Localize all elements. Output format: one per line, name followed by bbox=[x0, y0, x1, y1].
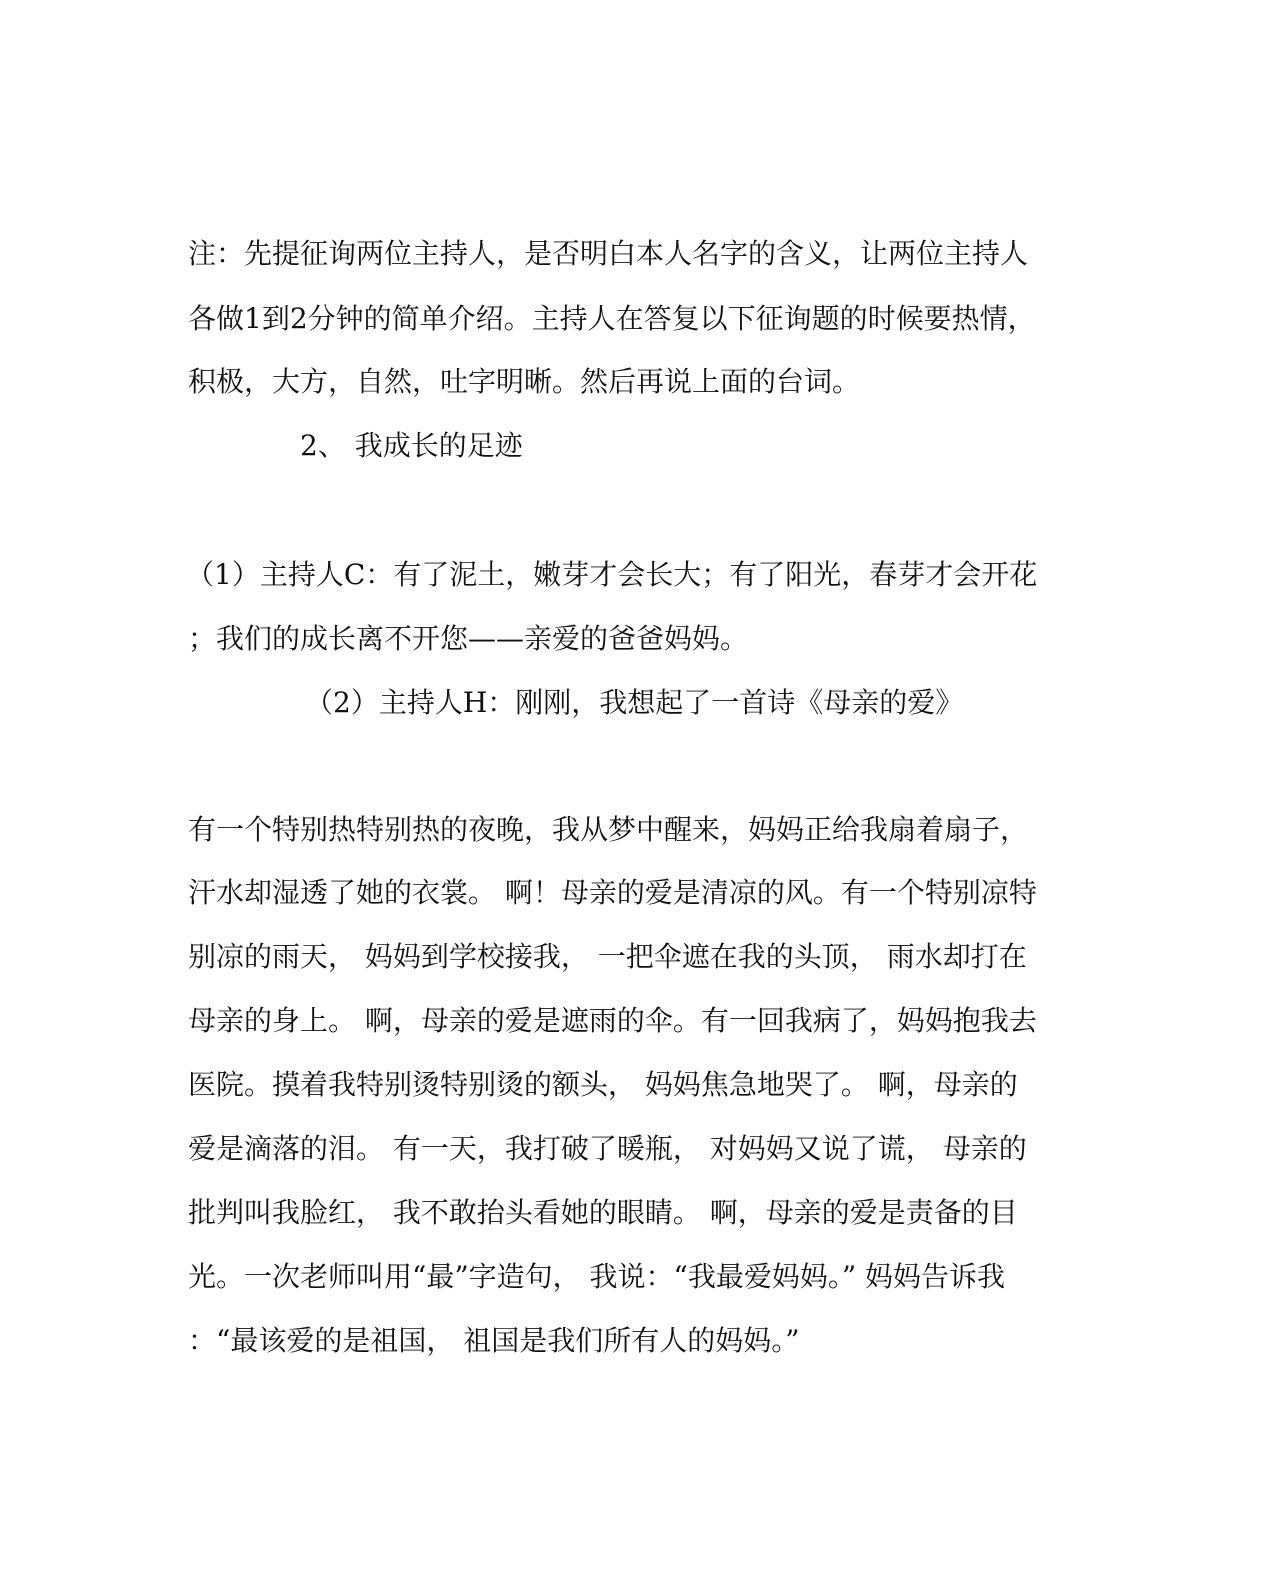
text-line-12: 医院。摸着我特别烫特别烫的额头， 妈妈焦急地哭了。 啊，母亲的 bbox=[188, 1068, 1018, 1101]
text-line-16: ：“最该爱的是祖国， 祖国是我们所有人的妈妈。” bbox=[188, 1324, 800, 1357]
text-line-6: ；我们的成长离不开您——亲爱的爸爸妈妈。 bbox=[188, 622, 749, 655]
text-line-8: 有一个特别热特别热的夜晚，我从梦中醒来，妈妈正给我扇着扇子， bbox=[188, 813, 1029, 846]
text-line-10: 别凉的雨天， 妈妈到学校接我， 一把伞遮在我的头顶， 雨水却打在 bbox=[188, 940, 1027, 973]
text-line-5: （1）主持人C：有了泥土，嫩芽才会长大；有了阳光，春芽才会开花 bbox=[186, 558, 1038, 591]
text-line-3: 积极，大方，自然，吐字明晰。然后再说上面的台词。 bbox=[188, 365, 861, 398]
text-line-2: 各做1到2分钟的简单介绍。主持人在答复以下征询题的时候要热情， bbox=[188, 302, 1036, 335]
text-line-11: 母亲的身上。 啊，母亲的爱是遮雨的伞。有一回我病了，妈妈抱我去 bbox=[188, 1004, 1037, 1037]
text-line-1: 注：先提征询两位主持人，是否明白本人名字的含义，让两位主持人 bbox=[188, 237, 1029, 270]
text-line-14: 批判叫我脸红， 我不敢抬头看她的眼睛。 啊，母亲的爱是责备的目 bbox=[188, 1196, 1018, 1229]
text-line-13: 爱是滴落的泪。 有一天，我打破了暖瓶， 对妈妈又说了谎， 母亲的 bbox=[188, 1132, 1027, 1165]
text-line-15: 光。一次老师叫用“最”字造句， 我说：“我最爱妈妈。” 妈妈告诉我 bbox=[188, 1260, 1006, 1293]
text-line-7: （2）主持人H：刚刚，我想起了一首诗《母亲的爱》 bbox=[305, 686, 964, 719]
section-heading: 2、 我成长的足迹 bbox=[300, 429, 523, 462]
text-line-9: 汗水却湿透了她的衣裳。 啊！母亲的爱是清凉的风。有一个特别凉特 bbox=[188, 876, 1037, 909]
